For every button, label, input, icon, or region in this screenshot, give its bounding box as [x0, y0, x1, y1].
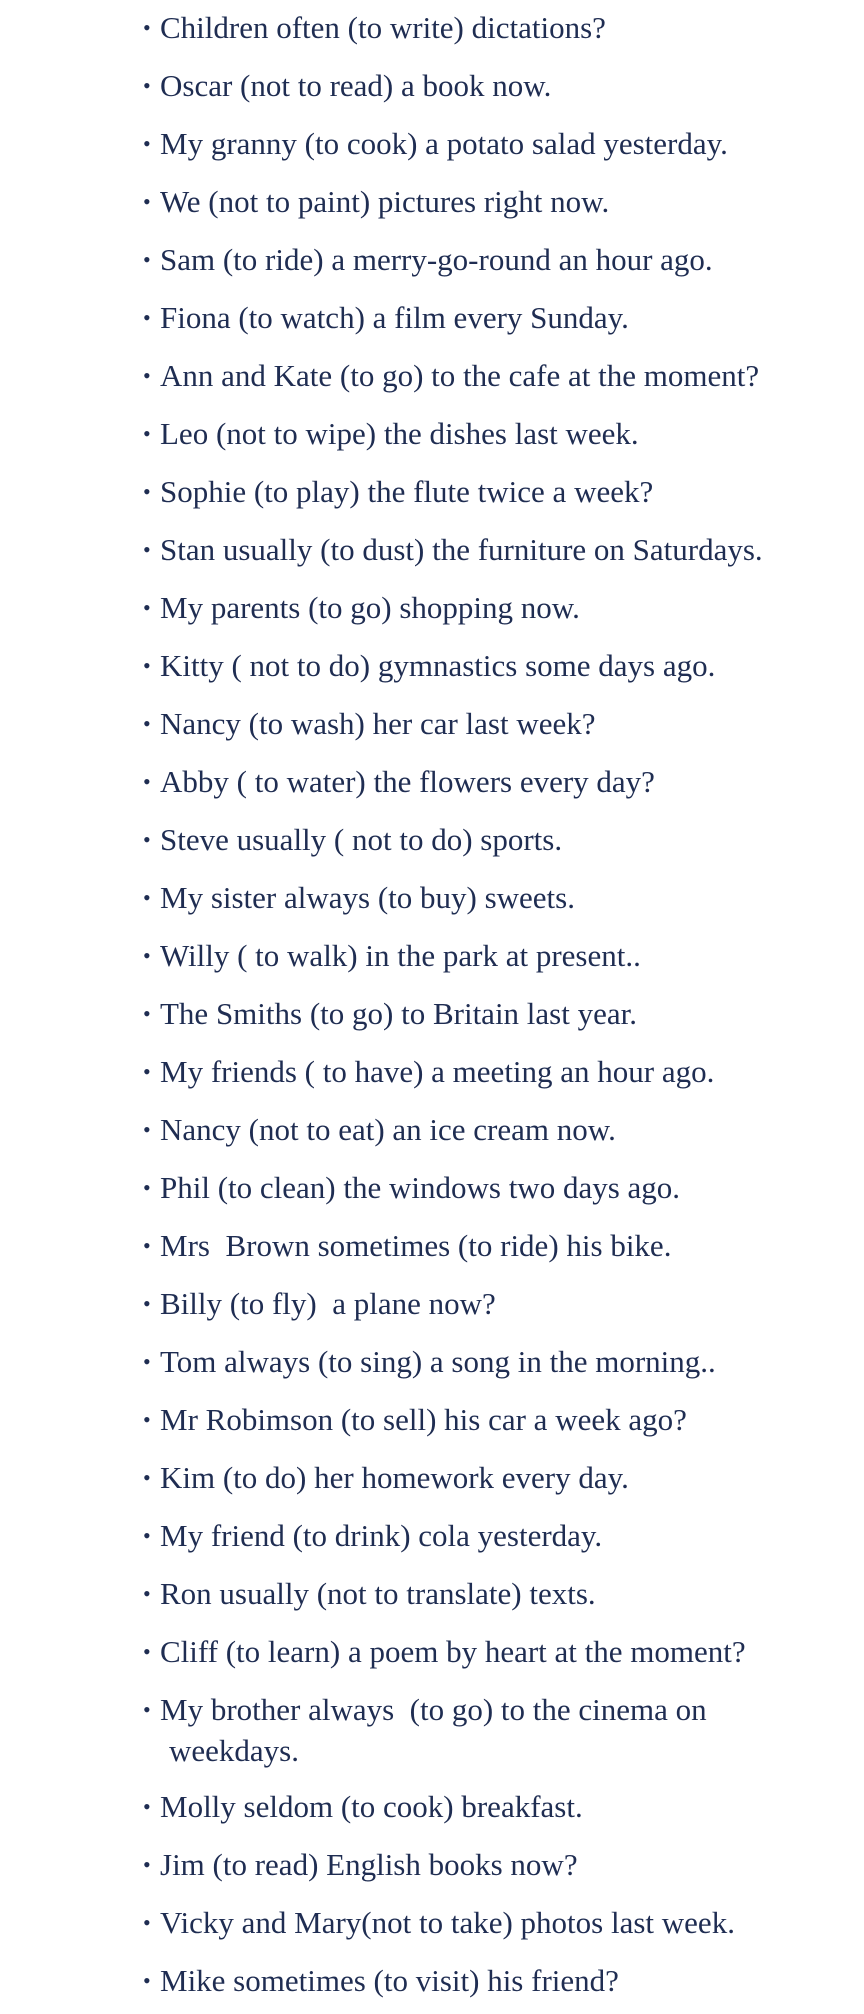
list-item — [143, 0, 843, 58]
bullet-icon: • — [143, 305, 151, 330]
list-item — [143, 870, 843, 928]
list-item — [143, 696, 843, 754]
bullet-icon: • — [143, 943, 151, 968]
sentence-text: Mike sometimes (to visit) his friend? — [160, 1963, 619, 1998]
sentence-text: Abby ( to water) the flowers every day? — [160, 764, 655, 799]
sentence-text: Fiona (to watch) a film every Sunday. — [160, 300, 629, 335]
list-item — [143, 1779, 843, 1837]
bullet-icon: • — [143, 479, 151, 504]
sentence-text: Steve usually ( not to do) sports. — [160, 822, 563, 857]
bullet-icon: • — [143, 1407, 151, 1432]
bullet-icon: • — [143, 1059, 151, 1084]
bullet-icon: • — [143, 363, 151, 388]
bullet-icon: • — [143, 1465, 151, 1490]
list-item — [143, 1276, 843, 1334]
sentence-text: Ann and Kate (to go) to the cafe at the moment? — [160, 358, 760, 393]
sentence-text: Stan usually (to dust) the furniture on Saturdays. — [160, 532, 763, 567]
bullet-icon: • — [143, 711, 151, 736]
sentence-text: Children often (to write) dictations? — [160, 10, 606, 45]
bullet-icon: • — [143, 1794, 151, 1819]
list-item — [143, 1044, 843, 1102]
list-item — [143, 1218, 843, 1276]
bullet-icon: • — [143, 1117, 151, 1142]
sentence-text: Jim (to read) English books now? — [160, 1847, 578, 1882]
sentence-text: My friend (to drink) cola yesterday. — [160, 1518, 603, 1553]
list-item — [143, 812, 843, 870]
bullet-icon: • — [143, 247, 151, 272]
sentence-text: My friends ( to have) a meeting an hour ago. — [160, 1054, 715, 1089]
sentence-text: Molly seldom (to cook) breakfast. — [160, 1789, 583, 1824]
sentence-text: The Smiths (to go) to Britain last year. — [160, 996, 637, 1031]
list-item — [143, 928, 843, 986]
bullet-icon: • — [143, 1001, 151, 1026]
bullet-icon: • — [143, 15, 151, 40]
list-item — [143, 522, 843, 580]
bullet-icon: • — [143, 1639, 151, 1664]
bullet-icon: • — [143, 885, 151, 910]
list-item — [143, 1334, 843, 1392]
list-item — [143, 348, 843, 406]
sentence-text: Mrs Brown sometimes (to ride) his bike. — [160, 1228, 672, 1263]
sentence-text: Kim (to do) her homework every day. — [160, 1460, 629, 1495]
list-item — [143, 754, 843, 812]
bullet-icon: • — [143, 131, 151, 156]
list-item — [143, 1392, 843, 1450]
bullet-icon: • — [143, 1910, 151, 1935]
bullet-icon: • — [143, 537, 151, 562]
list-item — [143, 1450, 843, 1508]
bullet-icon: • — [143, 1581, 151, 1606]
list-item — [143, 1837, 843, 1895]
sentence-text: Nancy (to wash) her car last week? — [160, 706, 596, 741]
list-item — [143, 1508, 843, 1566]
bullet-icon: • — [143, 421, 151, 446]
bullet-icon: • — [143, 1852, 151, 1877]
sentence-text: My sister always (to buy) sweets. — [160, 880, 575, 915]
list-item — [143, 232, 843, 290]
sentence-text: My granny (to cook) a potato salad yesterday. — [160, 126, 728, 161]
sentence-text: Nancy (not to eat) an ice cream now. — [160, 1112, 616, 1147]
sentence-text: Ron usually (not to translate) texts. — [160, 1576, 596, 1611]
sentence-text: My parents (to go) shopping now. — [160, 590, 580, 625]
list-item — [143, 1102, 843, 1160]
list-item — [143, 1682, 843, 1779]
bullet-icon: • — [143, 827, 151, 852]
sentence-text: My brother always (to go) to the cinema on — [160, 1692, 707, 1727]
sentence-text: Kitty ( not to do) gymnastics some days ago. — [160, 648, 716, 683]
sentence-text: We (not to paint) pictures right now. — [160, 184, 610, 219]
sentence-text: Vicky and Mary(not to take) photos last week. — [160, 1905, 735, 1940]
bullet-icon: • — [143, 1349, 151, 1374]
bullet-icon: • — [143, 1175, 151, 1200]
sentence-text: Willy ( to walk) in the park at present.. — [160, 938, 641, 973]
sentence-text: Billy (to fly) a plane now? — [160, 1286, 496, 1321]
bullet-icon: • — [143, 1697, 151, 1722]
bullet-icon: • — [143, 595, 151, 620]
sentence-text: Sophie (to play) the flute twice a week? — [160, 474, 654, 509]
list-item — [143, 1624, 843, 1682]
list-item — [143, 638, 843, 696]
list-item — [143, 1953, 843, 2011]
sentence-text: Sam (to ride) a merry-go-round an hour ago. — [160, 242, 713, 277]
bullet-icon: • — [143, 1523, 151, 1548]
list-item — [143, 986, 843, 1044]
list-item — [143, 58, 843, 116]
list-item — [143, 1895, 843, 1953]
list-item — [143, 174, 843, 232]
sentence-text: Oscar (not to read) a book now. — [160, 68, 552, 103]
exercise-list — [143, 0, 843, 2011]
bullet-icon: • — [143, 1233, 151, 1258]
list-item — [143, 1566, 843, 1624]
bullet-icon: • — [143, 769, 151, 794]
list-item — [143, 580, 843, 638]
sentence-continuation: weekdays. — [169, 1733, 299, 1768]
bullet-icon: • — [143, 1291, 151, 1316]
list-item — [143, 116, 843, 174]
bullet-icon: • — [143, 189, 151, 214]
sentence-text: Phil (to clean) the windows two days ago. — [160, 1170, 681, 1205]
list-item — [143, 464, 843, 522]
bullet-icon: • — [143, 653, 151, 678]
list-item — [143, 406, 843, 464]
list-item — [143, 290, 843, 348]
sentence-text: Leo (not to wipe) the dishes last week. — [160, 416, 639, 451]
bullet-icon: • — [143, 73, 151, 98]
list-item — [143, 1160, 843, 1218]
bullet-icon: • — [143, 1968, 151, 1993]
sentence-text: Tom always (to sing) a song in the morning.. — [160, 1344, 716, 1379]
sentence-text: Cliff (to learn) a poem by heart at the moment? — [160, 1634, 746, 1669]
sentence-text: Mr Robimson (to sell) his car a week ago? — [160, 1402, 687, 1437]
